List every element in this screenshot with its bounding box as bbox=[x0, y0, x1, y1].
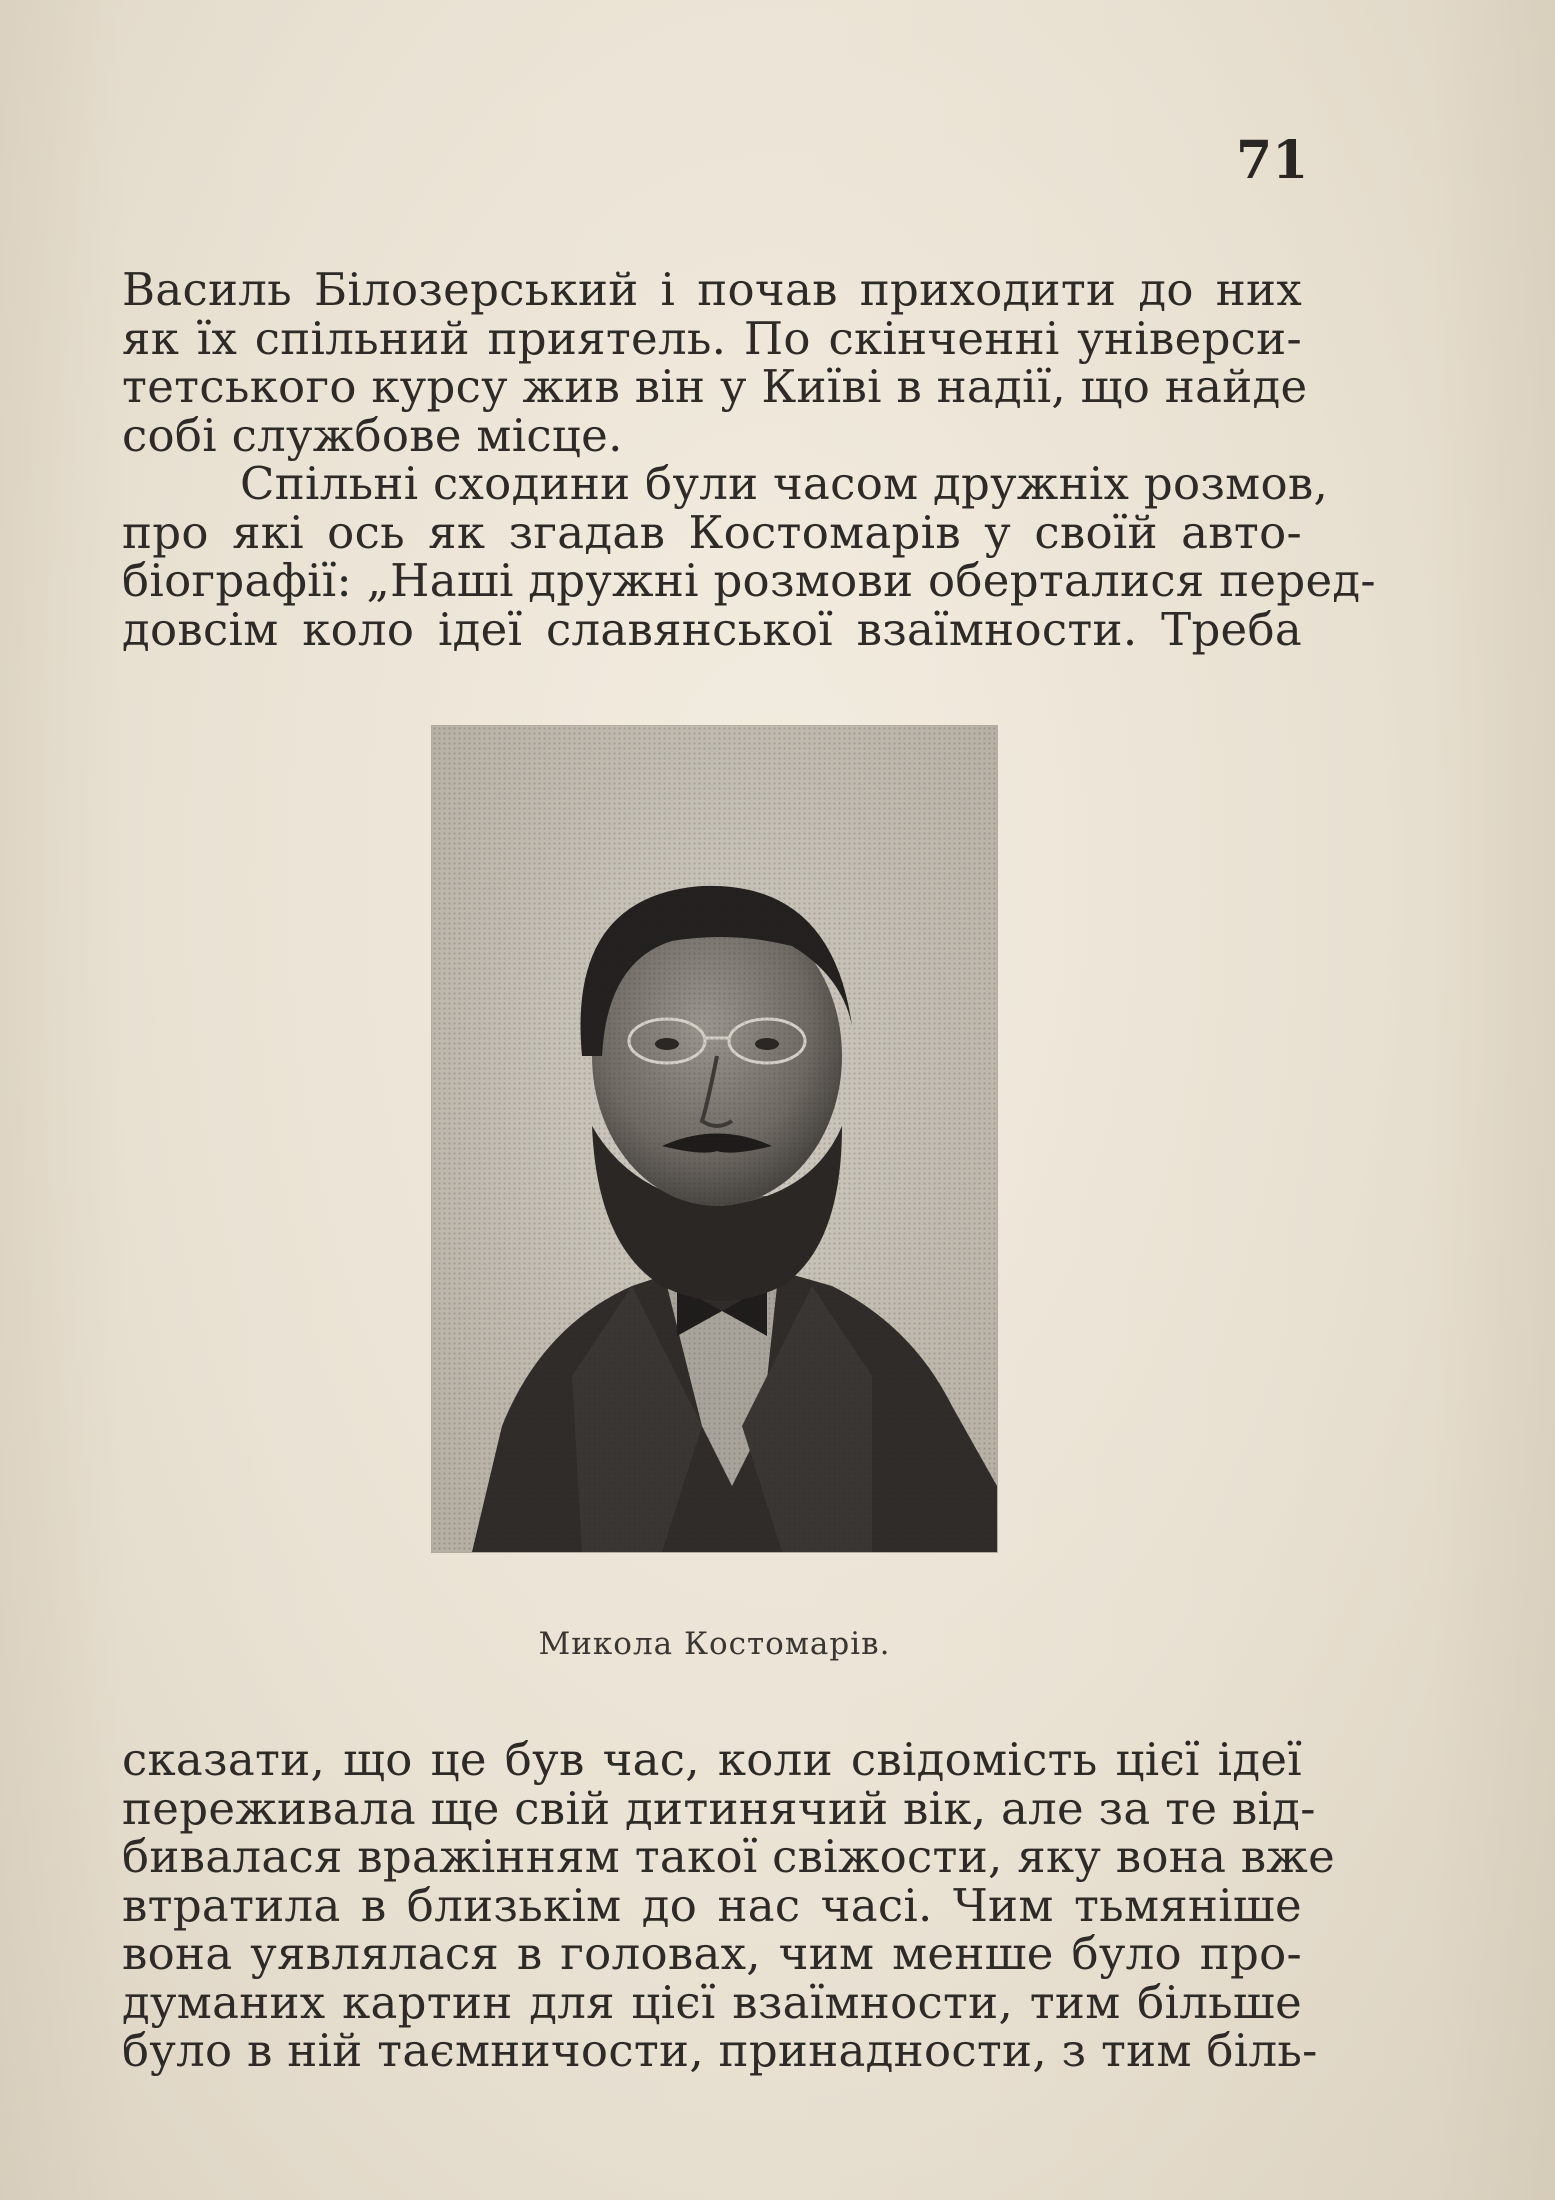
text-block-bottom bbox=[122, 1733, 1336, 2077]
text-line: вона уявлялася в головах, чим менше було про- bbox=[122, 1927, 1302, 1980]
halftone-texture bbox=[432, 726, 997, 1552]
figure-caption: Микола Костомарів. bbox=[538, 1626, 891, 1662]
text-line: бивалася вражінням такої свіжости, яку вона вже bbox=[122, 1830, 1336, 1883]
page-number: 71 bbox=[1236, 130, 1309, 191]
text-line: сказати, що це був час, коли свідомість цієї ідеї bbox=[122, 1733, 1302, 1786]
text-line: втратила в близькім до нас часі. Чим тьмяніше bbox=[122, 1878, 1302, 1932]
portrait-photo bbox=[432, 726, 997, 1552]
text-line: собі службове місце. bbox=[122, 408, 623, 462]
text-block-top bbox=[122, 263, 1376, 656]
portrait-illustration bbox=[432, 726, 997, 1552]
text-line: про які ось як згадав Костомарів у своїй авто- bbox=[122, 505, 1302, 559]
text-line: довсім коло ідеї славянської взаїмности. Треба bbox=[122, 602, 1302, 656]
text-line: біографії: „Наші дружні розмови оберталися перед- bbox=[122, 554, 1376, 607]
text-line: Василь Білозерський і почав приходити до них bbox=[122, 263, 1302, 316]
text-line: Спільні сходини були часом дружніх розмов, bbox=[240, 457, 1329, 510]
text-line: як їх спільний приятель. По скінченні універси- bbox=[122, 311, 1302, 365]
text-line: тетського курсу жив він у Київі в надії, що найде bbox=[122, 360, 1308, 413]
text-line: думаних картин для цієї взаїмности, тим більше bbox=[122, 1975, 1302, 2029]
text-line: переживала ще свій дитинячий вік, але за те від- bbox=[122, 1781, 1316, 1835]
text-line: було в ній таємничости, принадности, з тим біль- bbox=[122, 2024, 1318, 2077]
